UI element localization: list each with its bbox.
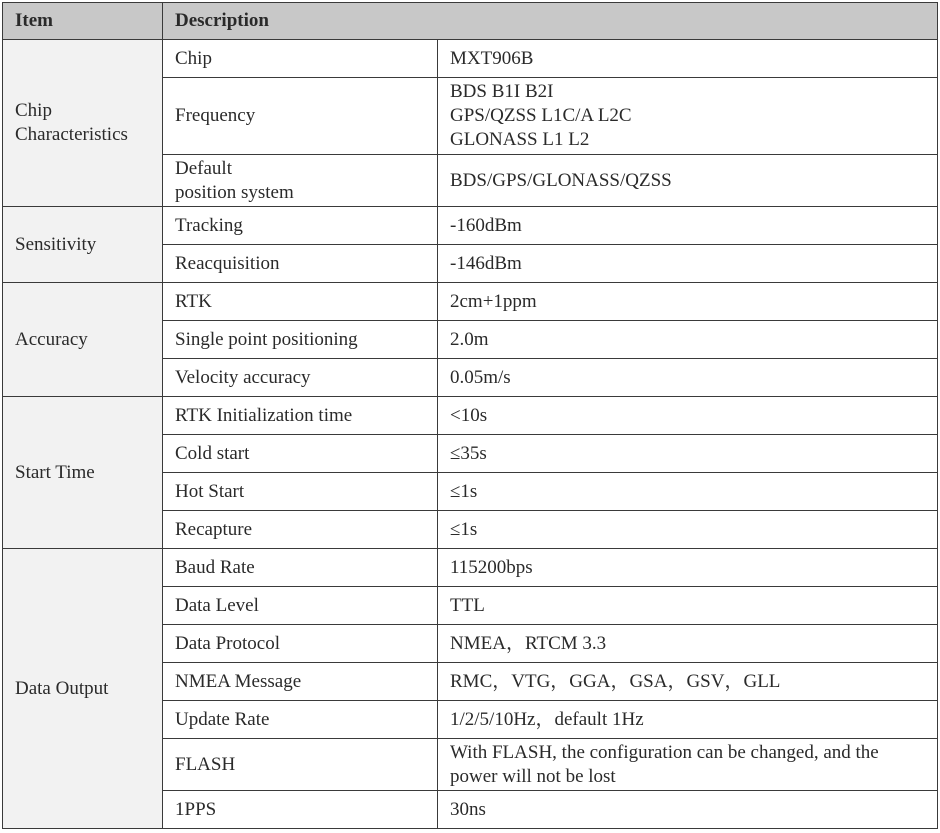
group-data-output: Data Output (3, 549, 163, 829)
header-row (3, 3, 938, 40)
item-label: RTK Initialization time (163, 397, 438, 435)
item-label: Data Level (163, 587, 438, 625)
item-value: 115200bps (438, 549, 938, 587)
item-value: -146dBm (438, 245, 938, 283)
item-label: NMEA Message (163, 663, 438, 701)
item-label: Data Protocol (163, 625, 438, 663)
item-value: ≤1s (438, 511, 938, 549)
item-value: ≤1s (438, 473, 938, 511)
table-row (3, 207, 938, 245)
table-row (3, 549, 938, 587)
item-label: Baud Rate (163, 549, 438, 587)
item-label: Tracking (163, 207, 438, 245)
group-accuracy: Accuracy (3, 283, 163, 397)
item-label: Velocity accuracy (163, 359, 438, 397)
item-label: 1PPS (163, 791, 438, 829)
item-label: RTK (163, 283, 438, 321)
group-chip-characteristics: Chip Characteristics (3, 40, 163, 207)
item-value: RMC，VTG，GGA，GSA，GSV，GLL (438, 663, 938, 701)
item-value: BDS B1I B2I GPS/QZSS L1C/A L2C GLONASS L1 L2 (438, 78, 938, 155)
item-value: ≤35s (438, 435, 938, 473)
item-label: Frequency (163, 78, 438, 155)
group-sensitivity: Sensitivity (3, 207, 163, 283)
table-row (3, 397, 938, 435)
item-value: <10s (438, 397, 938, 435)
item-value: TTL (438, 587, 938, 625)
item-label: Default position system (163, 155, 438, 207)
group-start-time: Start Time (3, 397, 163, 549)
item-label: Hot Start (163, 473, 438, 511)
item-label: Recapture (163, 511, 438, 549)
item-label: FLASH (163, 739, 438, 791)
item-value: 2.0m (438, 321, 938, 359)
table-row (3, 40, 938, 78)
item-value: MXT906B (438, 40, 938, 78)
header-description: Description (163, 3, 938, 40)
item-value: 2cm+1ppm (438, 283, 938, 321)
item-label: Single point positioning (163, 321, 438, 359)
item-value: 30ns (438, 791, 938, 829)
item-value: 1/2/5/10Hz，default 1Hz (438, 701, 938, 739)
item-label: Chip (163, 40, 438, 78)
item-value: BDS/GPS/GLONASS/QZSS (438, 155, 938, 207)
item-value: With FLASH, the configuration can be changed, and the power will not be lost (438, 739, 938, 791)
item-value: -160dBm (438, 207, 938, 245)
spec-table (2, 2, 938, 829)
item-value: NMEA，RTCM 3.3 (438, 625, 938, 663)
item-label: Reacquisition (163, 245, 438, 283)
item-value: 0.05m/s (438, 359, 938, 397)
item-label: Update Rate (163, 701, 438, 739)
item-label: Cold start (163, 435, 438, 473)
header-item: Item (3, 3, 163, 40)
table-row (3, 283, 938, 321)
